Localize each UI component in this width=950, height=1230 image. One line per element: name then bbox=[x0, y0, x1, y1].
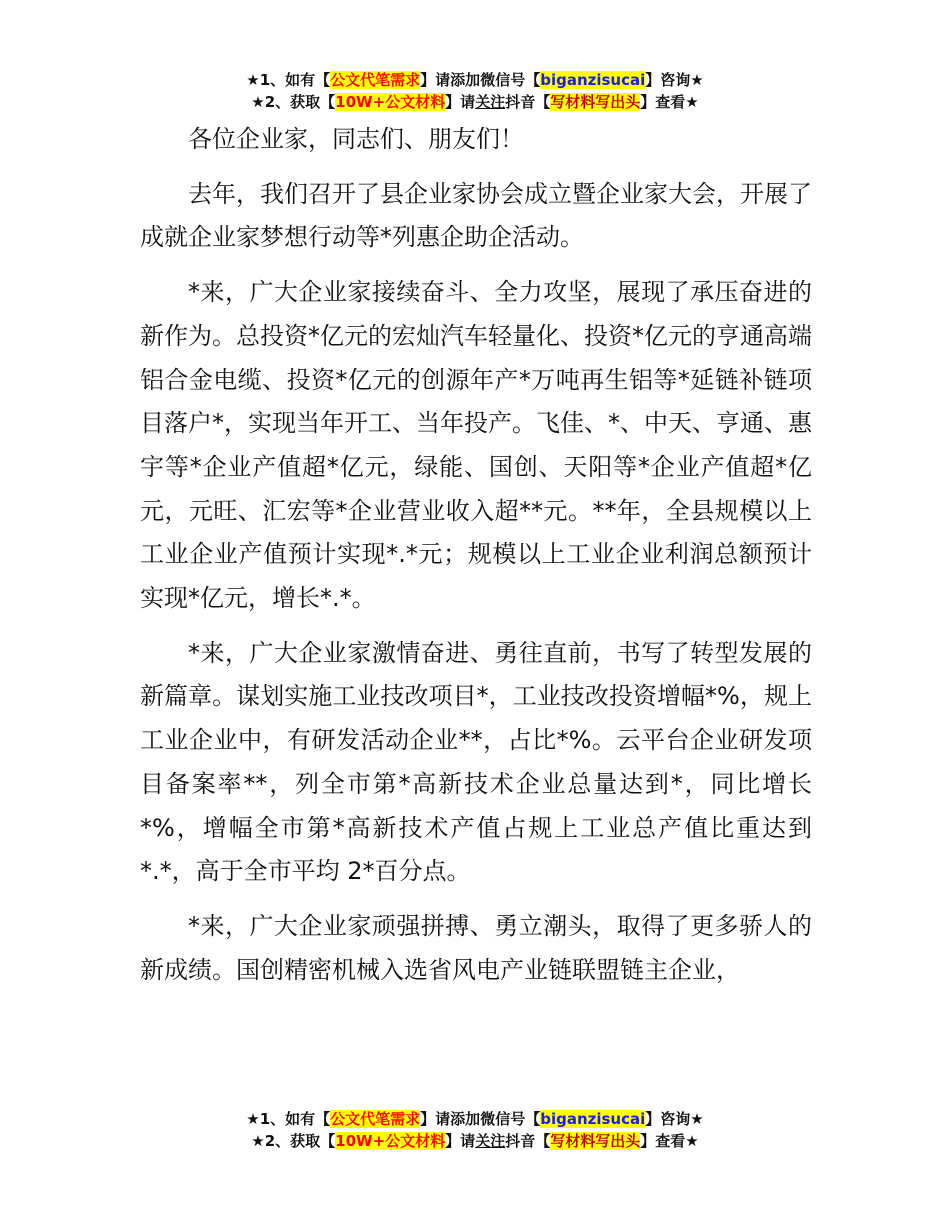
banner-highlight-wechat-id: biganzisucai bbox=[540, 1110, 646, 1128]
banner-highlight-wechat-id: biganzisucai bbox=[540, 71, 646, 89]
banner-highlight-ghostwriting: 公文代笔需求 bbox=[330, 1110, 421, 1128]
paragraph: *来，广大企业家接续奋斗、全力攻坚，展现了承压奋进的新作为。总投资*亿元的宏灿汽车轻量化、投资*亿元的亨通高端铝合金电缆、投资*亿元的创源年产*万吨再生铝等*延链补链项目落户*，实现当年开工、当年投产。飞佳、*、中天、亨通、惠宇等*企业产值超*亿元，绿能、国创、天阳等*企业产值超*亿元，元旺、汇宏等*企业营业收入超**元。**年，全县规模以上工业企业产值预计实现*.*元；规模以上工业企业利润总额预计实现*亿元，增长*.*。 bbox=[140, 278, 812, 613]
banner-text-underlined: 关注 bbox=[475, 1132, 506, 1150]
banner-text: 2、获取【 bbox=[264, 1132, 336, 1150]
banner-highlight-materials: 10W+公文材料 bbox=[335, 93, 446, 111]
paragraph-greeting: 各位企业家，同志们、朋友们！ bbox=[188, 125, 524, 153]
banner-text-underlined: 关注 bbox=[475, 93, 506, 111]
banner-text: 微信号【 bbox=[480, 71, 541, 89]
banner-text: 】请添加 bbox=[420, 1110, 481, 1128]
banner-text: 】查看 bbox=[640, 93, 686, 111]
paragraph: *来，广大企业家激情奋进、勇往直前，书写了转型发展的新篇章。谋划实施工业技改项目*，工业技改投资增幅*%，规上工业企业中，有研发活动企业**，占比*%。云平台企业研发项目备案率**，列全市第*高新技术企业总量达到*，同比增长*%，增幅全市第*高新技术产值占规上工业总产值比重达到*.*，高于全市平均 2*百分点。 bbox=[140, 638, 812, 886]
star-icon: ★ bbox=[251, 93, 265, 111]
banner-line-2 bbox=[0, 91, 950, 113]
banner-highlight-ghostwriting: 公文代笔需求 bbox=[330, 71, 421, 89]
banner-text: 】查看 bbox=[640, 1132, 686, 1150]
star-icon: ★ bbox=[685, 93, 699, 111]
banner-text: 抖音【 bbox=[505, 93, 551, 111]
banner-text: 】请 bbox=[445, 93, 476, 111]
paragraph: 去年，我们召开了县企业家协会成立暨企业家大会，开展了成就企业家梦想行动等*列惠企助企活动。 bbox=[140, 179, 812, 252]
banner-line-1 bbox=[0, 1108, 950, 1130]
banner-highlight-douyin: 写材料写出头 bbox=[550, 1132, 641, 1150]
star-icon: ★ bbox=[246, 1110, 260, 1128]
banner-text: 1、如有【 bbox=[259, 71, 331, 89]
header-banner bbox=[0, 69, 950, 113]
document-body bbox=[140, 118, 812, 1003]
banner-text: 】咨询 bbox=[645, 71, 691, 89]
star-icon: ★ bbox=[690, 1110, 704, 1128]
banner-text: 抖音【 bbox=[505, 1132, 551, 1150]
banner-text: 】请 bbox=[445, 1132, 476, 1150]
star-icon: ★ bbox=[251, 1132, 265, 1150]
star-icon: ★ bbox=[685, 1132, 699, 1150]
footer-banner bbox=[0, 1108, 950, 1152]
banner-text: 】咨询 bbox=[645, 1110, 691, 1128]
banner-text: 2、获取【 bbox=[264, 93, 336, 111]
banner-text: 】请添加 bbox=[420, 71, 481, 89]
banner-line-2 bbox=[0, 1130, 950, 1152]
banner-text: 微信号【 bbox=[480, 1110, 541, 1128]
banner-line-1 bbox=[0, 69, 950, 91]
banner-highlight-materials: 10W+公文材料 bbox=[335, 1132, 446, 1150]
banner-highlight-douyin: 写材料写出头 bbox=[550, 93, 641, 111]
banner-text: 1、如有【 bbox=[259, 1110, 331, 1128]
star-icon: ★ bbox=[246, 71, 260, 89]
paragraph: *来，广大企业家顽强拼搏、勇立潮头，取得了更多骄人的新成绩。国创精密机械入选省风电产业链联盟链主企业， bbox=[140, 911, 812, 984]
star-icon: ★ bbox=[690, 71, 704, 89]
